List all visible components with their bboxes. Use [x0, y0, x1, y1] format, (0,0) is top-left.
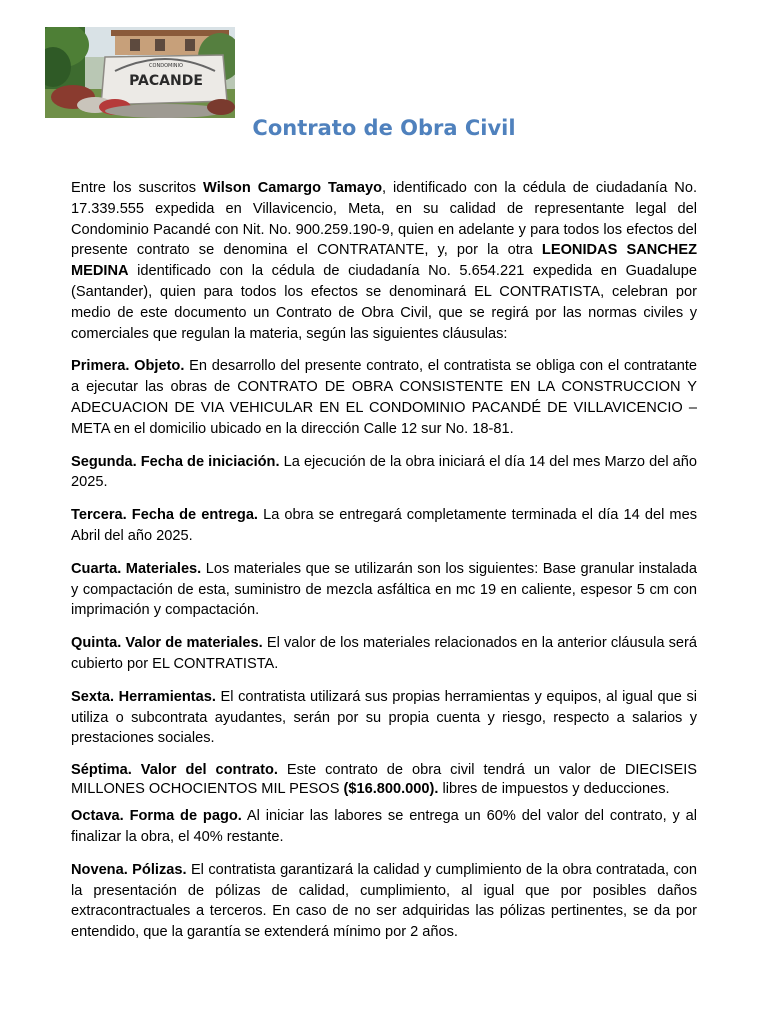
clause-quinta: Quinta. Valor de materiales. El valor de los materiales relacionados en la anterior cláusula será cubierto por EL CONTRATISTA.	[71, 635, 697, 672]
contract-body	[71, 178, 697, 955]
clause-primera: Primera. Objeto. En desarrollo del presente contrato, el contratista se obliga con el contratante a ejecutar las obras de CONTRATO DE OBRA CONSISTENTE EN LA CONSTRUCCION Y ADECUACION DE VIA VEHICULAR EN EL CONDOMINIO PACANDÉ DE VILLAVICENCIO – META en el domicilio ubicado en la dirección Calle 12 sur No. 18-81.	[71, 358, 697, 437]
clause-sexta: Sexta. Herramientas. El contratista utilizará sus propias herramientas y equipos, al igual que si utiliza o subcontrata ayudantes, serán por su propia cuenta y riesgo, respecto a salarios y prestaciones sociales.	[71, 688, 697, 747]
document-title: Contrato de Obra Civil	[252, 116, 516, 140]
clause-segunda: Segunda. Fecha de iniciación. La ejecución de la obra iniciará el día 14 del mes Marzo del año 2025.	[71, 453, 698, 491]
clause-heading: Novena. Pólizas.	[71, 861, 187, 878]
clause-novena: Novena. Pólizas. El contratista garantizará la calidad y cumplimiento de la obra contratada, con la presentación de pólizas de calidad, cumplimiento, al igual que por posibles daños extracontractuales a terceros. En caso de no ser adquiridas las pólizas pertinentes, se da por entendido, que la garantía se extenderá mínimo por 2 años.	[71, 861, 697, 941]
clause-octava: Octava. Forma de pago. Al iniciar las labores se entrega un 60% del valor del contrato, y al finalizar la obra, el 40% restante.	[71, 808, 697, 845]
clause-heading: Cuarta. Materiales.	[71, 560, 202, 577]
clause-tercera: Tercera. Fecha de entrega. La obra se entregará completamente terminada el día 14 del mes Abril del año 2025.	[71, 507, 697, 544]
condominio-pacande-logo	[45, 27, 235, 118]
contratista-name: LEONIDAS SANCHEZ MEDINA	[71, 242, 697, 280]
intro-paragraph: Entre los suscritos Wilson Camargo Tamayo, identificado con la cédula de ciudadanía No. 17.339.555 expedida en Villavicencio, Meta, en su calidad de representante legal del Condominio Pacandé con Nit. No. 900.259.190-9, quien en adelante y para todos los efectos del presente contrato se denomina el CONTRATANTE, y, por la otra LEONIDAS SANCHEZ MEDINA identificado con la cédula de ciudadanía No. 5.654.221 expedida en Guadalupe (Santander), quien para todos los efectos se denominará EL CONTRATISTA, celebran por medio de este documento un Contrato de Obra Civil, que se regirá por las normas civiles y comerciales que regulan la materia, según las siguientes cláusulas:	[71, 180, 697, 342]
clause-heading: Tercera. Fecha de entrega.	[71, 507, 258, 524]
clause-heading: Quinta. Valor de materiales.	[71, 635, 263, 652]
svg-text:PACANDE: PACANDE	[129, 73, 203, 89]
contratante-name: Wilson Camargo Tamayo	[203, 180, 383, 196]
clause-heading: Primera. Objeto.	[71, 358, 185, 375]
clause-heading: Segunda. Fecha de iniciación.	[71, 453, 280, 470]
clause-heading: Séptima. Valor del contrato.	[71, 762, 278, 779]
clause-heading: Sexta. Herramientas.	[71, 688, 216, 705]
clause-cuarta: Cuarta. Materiales. Los materiales que se utilizarán son los siguientes: Base granular instalada y compactación de esta, suministro de mezcla asfáltica en mc 19 en caliente, espesor 5 cm con imprimación y compactación.	[71, 560, 697, 619]
svg-text:CONDOMINIO: CONDOMINIO	[149, 63, 183, 69]
clause-septima: Séptima. Valor del contrato. Este contrato de obra civil tendrá un valor de DIECISEIS MILLONES OCHOCIENTOS MIL PESOS ($16.800.000). libres de impuestos y deducciones.	[71, 762, 697, 797]
contract-amount: ($16.800.000).	[343, 780, 439, 797]
clause-heading: Octava. Forma de pago.	[71, 808, 242, 825]
